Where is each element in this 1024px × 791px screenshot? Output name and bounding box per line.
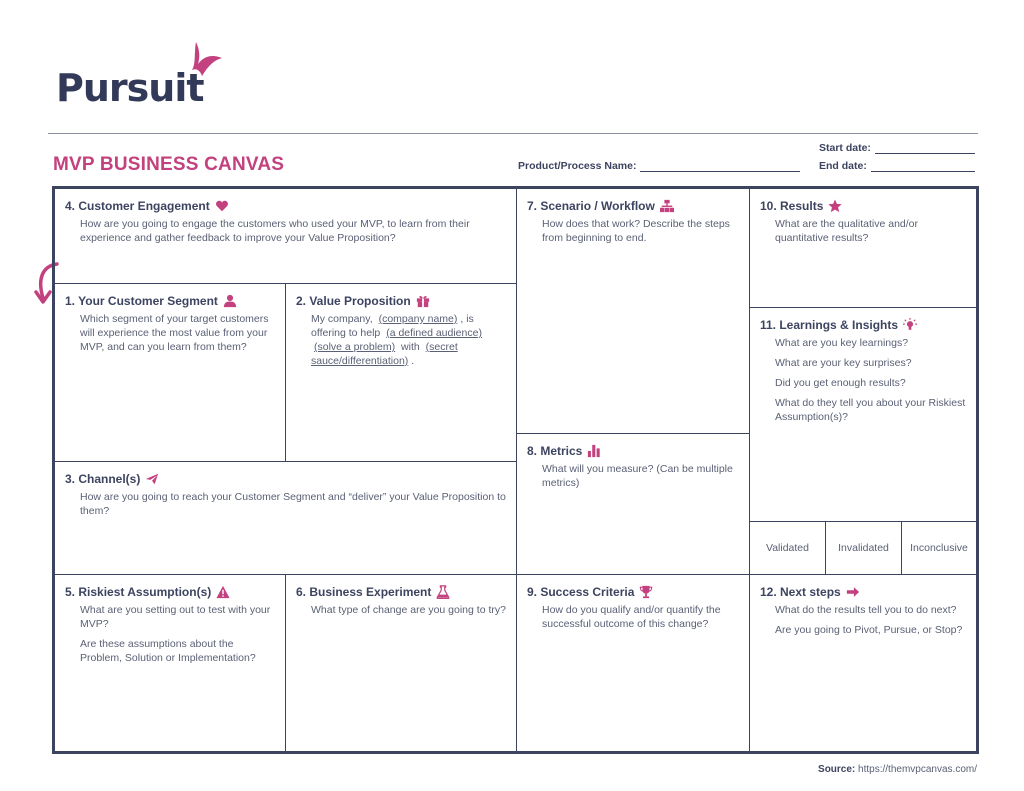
cell-heading [527,444,601,458]
riskiest-q2: Are these assumptions about the Problem, Solution or Implementation? [80,638,256,664]
lightbulb-icon [903,318,917,332]
cell-metrics[interactable] [516,433,750,575]
success-heading: 9. Success Criteria [527,585,635,599]
vp-text-1: My company, [311,313,373,325]
gift-icon [416,294,430,308]
channels-body: How are you going to reach your Customer Segment and “deliver” your Value Proposition to them? [80,491,506,517]
next-steps-q2: Are you going to Pivot, Pursue, or Stop? [775,624,963,636]
cell-heading [760,199,842,213]
scenario-heading: 7. Scenario / Workflow [527,199,655,213]
status-inconclusive[interactable]: Inconclusive [901,521,977,575]
header-divider [48,133,978,134]
cell-business-experiment[interactable] [285,574,517,752]
value-proposition-heading: 2. Value Proposition [296,294,411,308]
learnings-body [775,336,966,430]
cell-heading [527,585,653,599]
vp-text-3: with [401,341,420,353]
status-invalidated[interactable]: Invalidated [825,521,902,575]
end-date-line[interactable] [871,162,975,172]
cell-heading [760,318,917,332]
cell-heading [65,294,237,308]
metrics-body: What will you measure? (Can be multiple metrics) [542,463,733,489]
customer-engagement-heading: 4. Customer Engagement [65,199,210,213]
source-note [818,764,977,775]
experiment-body: What type of change are you going to try? [311,604,506,616]
cell-heading [65,199,229,213]
value-proposition-body [311,312,506,368]
pursuit-logo [56,40,226,110]
cell-heading [296,585,450,599]
learnings-heading: 11. Learnings & Insights [760,318,899,332]
end-date-label: End date: [819,160,867,172]
customer-segment-body: Which segment of your target customers will experience the most value from your MVP, and can you learn from them? [80,313,269,353]
bird-icon [186,40,226,85]
paper-plane-icon [145,472,159,486]
cell-success-criteria[interactable] [516,574,750,752]
vp-text-2: , is offering to help [311,313,474,339]
scenario-body: How does that work? Describe the steps from beginning to end. [542,218,730,244]
start-date-field[interactable] [819,142,975,154]
next-steps-heading: 12. Next steps [760,585,841,599]
cell-next-steps[interactable] [749,574,977,752]
cell-heading [527,199,674,213]
cell-channels[interactable] [54,461,517,575]
flask-icon [436,585,450,599]
bar-chart-icon [587,444,601,458]
cell-customer-segment[interactable] [54,283,286,462]
cell-heading [760,585,860,599]
success-body: How do you qualify and/or quantify the successful outcome of this change? [542,604,721,630]
next-steps-q1: What do the results tell you to do next? [775,604,957,616]
learnings-q4: What do they tell you about your Riskiest Assumption(s)? [775,397,966,423]
vp-blank-company[interactable]: (company name) [378,313,458,325]
status-validated[interactable]: Validated [749,521,826,575]
learnings-q1: What are you key learnings? [775,337,909,349]
next-steps-body [775,603,966,643]
results-heading: 10. Results [760,199,824,213]
arrow-right-icon [846,585,860,599]
cell-value-proposition[interactable] [285,283,517,462]
cell-heading [65,472,159,486]
cell-riskiest-assumptions[interactable] [54,574,286,752]
cell-learnings-insights[interactable] [749,307,977,522]
warning-icon [216,585,230,599]
product-name-field[interactable] [518,160,800,172]
riskiest-heading: 5. Riskiest Assumption(s) [65,585,212,599]
experiment-heading: 6. Business Experiment [296,585,432,599]
vp-blank-secret-sauce[interactable]: (secret sauce/differentiation) [311,341,458,367]
product-name-line[interactable] [640,162,800,172]
cell-heading [296,294,430,308]
trophy-icon [639,585,653,599]
customer-engagement-body: How are you going to engage the customers who used your MVP, to learn from their experience and gather feedback to improve your Value Proposition? [80,218,470,244]
vp-text-4: . [411,355,415,367]
person-icon [223,294,237,308]
star-icon [828,199,842,213]
logo-text: Pursuit [56,66,204,110]
mvp-canvas [52,186,979,754]
source-label: Source: [818,764,856,775]
cell-customer-engagement[interactable] [54,188,517,284]
cell-results[interactable] [749,188,977,308]
customer-segment-heading: 1. Your Customer Segment [65,294,218,308]
cell-heading [65,585,230,599]
cell-scenario-workflow[interactable] [516,188,750,434]
learnings-q3: Did you get enough results? [775,377,906,389]
metrics-heading: 8. Metrics [527,444,583,458]
product-name-label: Product/Process Name: [518,160,637,172]
results-body: What are the qualitative and/or quantitative results? [775,218,919,244]
riskiest-body [80,603,275,671]
heart-icon [215,199,229,213]
riskiest-q1: What are you setting out to test with your MVP? [80,604,271,630]
vp-blank-problem[interactable]: (solve a problem) [314,341,396,353]
source-url[interactable]: https://themvpcanvas.com/ [858,764,977,775]
start-date-line[interactable] [875,144,975,154]
start-date-label: Start date: [819,142,871,154]
vp-blank-audience[interactable]: (a defined audience) [386,327,482,339]
channels-heading: 3. Channel(s) [65,472,141,486]
learnings-q2: What are your key surprises? [775,357,912,369]
page-title: MVP BUSINESS CANVAS [53,154,285,175]
workflow-icon [660,199,674,213]
end-date-field[interactable] [819,160,975,172]
